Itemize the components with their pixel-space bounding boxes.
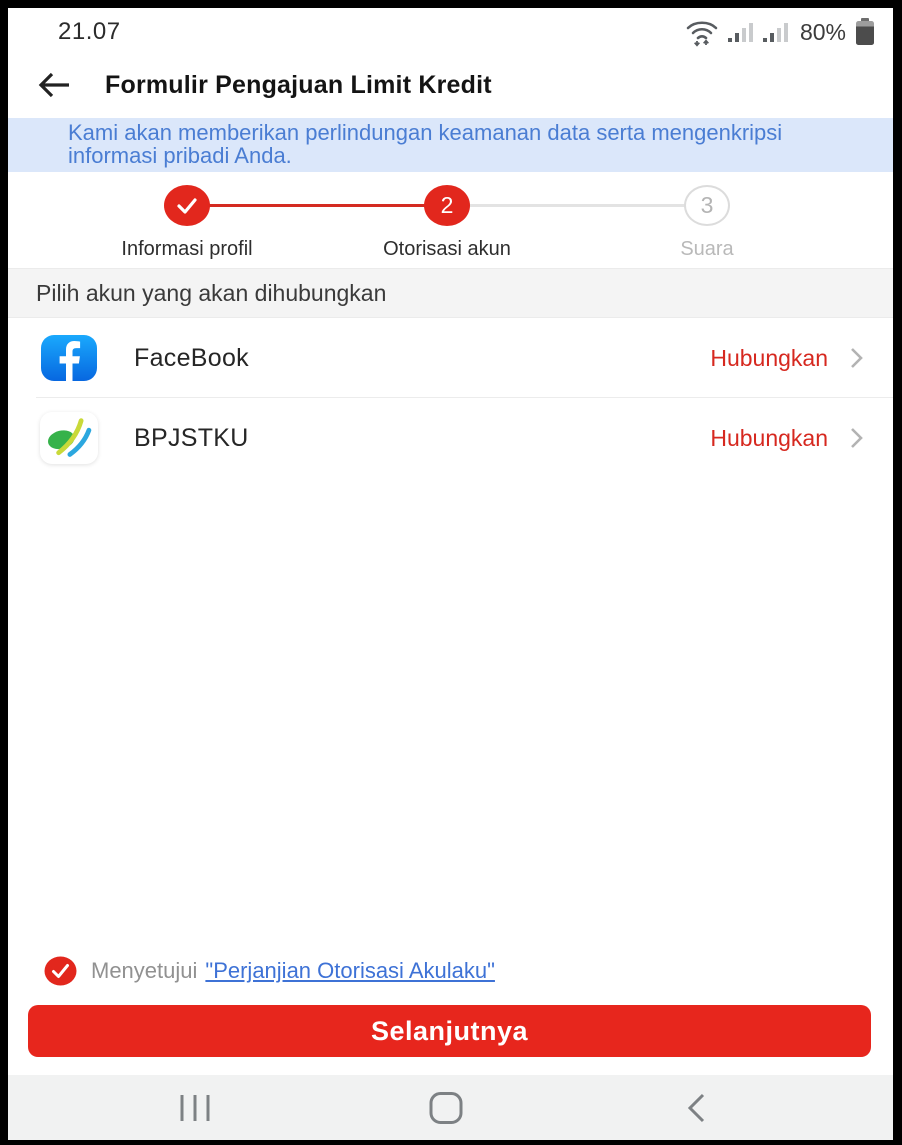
step-3-label: Suara [680, 238, 734, 260]
section-title: Pilih akun yang akan dihubungkan [8, 268, 893, 318]
step-1-circle [164, 185, 210, 226]
account-row-facebook[interactable] [8, 318, 893, 398]
signal-sim1-icon [727, 18, 755, 46]
account-row-bpjstku[interactable] [8, 398, 893, 478]
check-icon [175, 196, 199, 216]
chevron-right-icon [848, 344, 865, 372]
chevron-right-icon [848, 424, 865, 452]
android-nav-bar [8, 1075, 893, 1140]
connect-link[interactable]: Hubungkan [710, 424, 828, 451]
step-3-number: 3 [700, 192, 714, 218]
recent-apps-icon[interactable] [174, 1093, 216, 1123]
agreement-row [44, 956, 495, 986]
next-button[interactable]: Selanjutnya [28, 1005, 871, 1057]
wifi-icon [684, 17, 720, 47]
step-2-number: 2 [440, 192, 454, 218]
step-1-label: Informasi profil [121, 238, 253, 260]
step-2-label: Otorisasi akun [383, 238, 511, 260]
account-name: BPJSTKU [134, 423, 249, 452]
status-bar [8, 8, 893, 52]
signal-sim2-icon [762, 18, 790, 46]
connect-link[interactable]: Hubungkan [710, 344, 828, 371]
security-banner [8, 118, 893, 172]
facebook-icon [40, 334, 98, 382]
step-3-circle [684, 185, 730, 226]
agreement-checkbox[interactable] [44, 956, 77, 986]
agreement-prefix: Menyetujui [91, 958, 198, 983]
home-icon[interactable] [428, 1091, 464, 1125]
security-banner-text: Kami akan memberikan perlindungan keamanan data serta mengenkripsi informasi pribadi Anda. [68, 120, 783, 168]
app-header [8, 52, 893, 118]
agreement-link[interactable]: "Perjanjian Otorisasi Akulaku" [205, 958, 495, 983]
nav-back-icon[interactable] [685, 1092, 707, 1124]
stepper-connector-todo [468, 204, 686, 207]
clock: 21.07 [58, 18, 121, 45]
progress-stepper [8, 172, 893, 268]
step-2-circle [424, 185, 470, 226]
battery-percent: 80% [799, 18, 846, 45]
bpjstku-icon [40, 414, 98, 462]
phone-screen [8, 8, 893, 1140]
battery-icon [853, 17, 877, 47]
back-arrow-icon[interactable] [35, 68, 75, 102]
page-title: Formulir Pengajuan Limit Kredit [105, 70, 492, 99]
account-name: FaceBook [134, 343, 249, 372]
stepper-connector-done [208, 204, 426, 207]
